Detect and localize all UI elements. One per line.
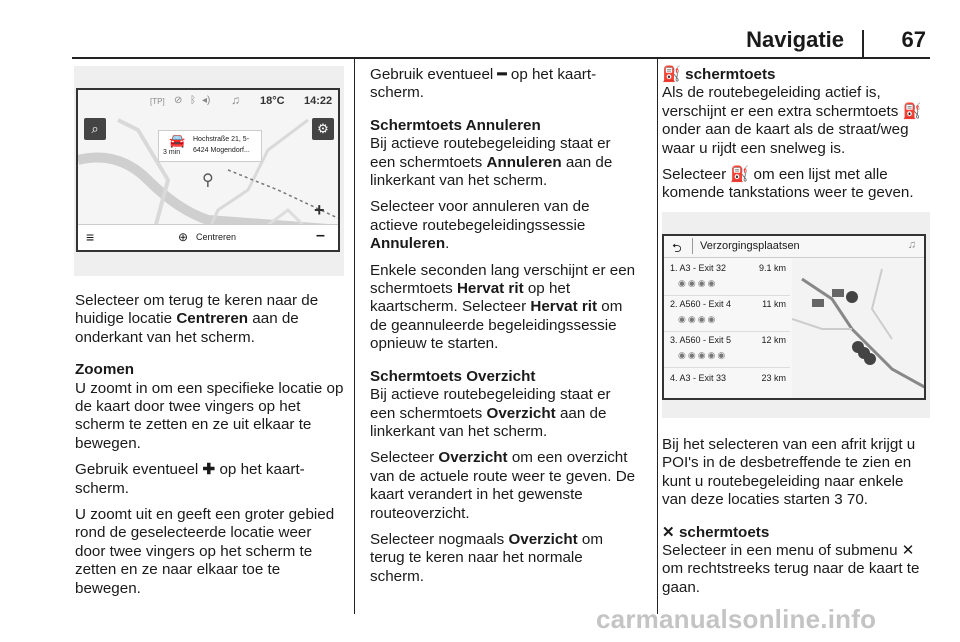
rest-areas-screen <box>662 234 926 400</box>
fuel-icon: ⛽ <box>902 102 922 120</box>
paragraph-overzicht-2: Selecteer Overzicht om een overzicht van de actuele route weer te geven. De kaart verandert in het gewenste routeoverzicht. <box>370 449 636 522</box>
list-header <box>664 236 924 258</box>
heading-overzicht: Schermtoets Overzicht <box>370 367 536 385</box>
paragraph-hervat-rit: Enkele seconden lang verschijnt er een schermtoets Hervat rit op het kaartscherm. Selecteer Hervat rit om de geannuleerde begeleidingssessie opnieuw te starten. <box>370 261 636 353</box>
back-icon[interactable]: ⮌ <box>672 241 682 255</box>
page-number: 67 <box>901 27 926 52</box>
poi-icons: ◉◉◉◉◉ <box>678 350 728 360</box>
section-title: Navigatie <box>746 27 844 52</box>
car-icon: 🚘 <box>169 133 186 148</box>
zoom-in-button[interactable]: + <box>314 200 325 220</box>
column-3 <box>662 66 930 211</box>
paragraph-annuleren-1: Bij actieve routebegeleiding staat er een schermtoets Annuleren aan de linkerkant van het scherm. <box>370 135 613 190</box>
paragraph-overzicht-1: Bij actieve routebegeleiding staat er een schermtoets Overzicht aan de linkerkant van het scherm. <box>370 386 611 440</box>
search-button[interactable] <box>84 118 106 140</box>
paragraph-exit-pois: Bij het selecteren van een afrit krijgt u POI's in de desbetreffende te zien en kunt u routebegeleiding naar enkele van deze locaties starten 3 70. <box>662 436 916 509</box>
search-icon: ⌕ <box>91 121 99 136</box>
heading-fuel-schermtoets: ⛽ schermtoets <box>662 66 776 83</box>
plus-icon: ✚ <box>202 461 216 479</box>
paragraph-zoom-out: U zoomt uit en geeft een groter gebied rond de geselecteerde locatie weer door twee vingers op het scherm te zetten en ze naar elkaar toe te bewegen. <box>75 506 335 597</box>
tp-indicator: [TP] <box>150 97 165 106</box>
rest-areas-map <box>792 259 926 400</box>
fuel-icon: ⛽ <box>662 66 681 83</box>
list-item[interactable]: 3. A560 - Exit 5 12 km ◉◉◉◉◉ <box>664 332 790 368</box>
heading-close-schermtoets: ✕ schermtoets <box>662 523 770 541</box>
paragraph-fuel-2: Selecteer ⛽ om een lijst met alle komende tankstations weer te geven. <box>662 166 914 202</box>
address-line-1: Hochstraße 21, 5- <box>193 136 250 143</box>
rest-area-list <box>664 260 790 392</box>
music-icon: ♫ <box>231 93 240 107</box>
paragraph-zoom-in-button: Gebruik eventueel ✚ op het kaart-scherm. <box>75 461 305 497</box>
zoom-out-button[interactable]: – <box>316 227 325 244</box>
paragraph-close: Selecteer in een menu of submenu ✕ om rechtstreeks terug naar de kaart te gaan. <box>662 542 920 596</box>
clock: 14:22 <box>304 95 333 107</box>
list-title: Verzorgingsplaatsen <box>700 240 800 252</box>
page-header <box>72 0 930 58</box>
page-ref-icon: 3 <box>834 491 843 509</box>
close-icon: ✕ <box>662 523 675 541</box>
header-divider <box>862 30 864 58</box>
watermark: carmanualsonline.info <box>596 604 877 634</box>
figure-rest-areas <box>662 212 930 418</box>
paragraph-zoom-out-button: Gebruik eventueel ━ op het kaart-scherm. <box>370 66 597 102</box>
header-separator <box>692 238 693 254</box>
map-screen <box>76 88 340 252</box>
list-item[interactable]: 4. A3 - Exit 33 23 km <box>670 373 786 383</box>
header-rule <box>72 57 930 59</box>
column-2 <box>370 66 638 594</box>
column-divider-1 <box>354 58 355 614</box>
poi-icons: ◉◉◉◉ <box>678 278 718 288</box>
signal-icon: ◂) <box>202 95 211 106</box>
map-bottom-bar <box>78 224 338 250</box>
list-item[interactable]: 1. A3 - Exit 32 9.1 km ◉◉◉◉ <box>664 260 790 296</box>
paragraph-centreren: Selecteer om terug te keren naar de huidige locatie Centreren aan de onderkant van het scherm. <box>75 292 319 346</box>
gear-icon: ⚙ <box>317 121 329 136</box>
column-divider-2 <box>657 58 658 614</box>
column-1 <box>75 292 345 606</box>
heading-annuleren: Schermtoets Annuleren <box>370 116 541 134</box>
menu-icon[interactable]: ≡ <box>86 229 95 245</box>
paragraph-annuleren-2: Selecteer voor annuleren van de actieve routebegeleidingssessie Annuleren. <box>370 198 590 253</box>
music-icon: ♫ <box>907 239 916 251</box>
destination-card[interactable] <box>158 130 262 162</box>
eta: 3 min <box>163 149 181 156</box>
minus-icon: ━ <box>497 66 507 83</box>
column-3-bottom <box>662 436 930 605</box>
crosshair-icon: ⊕ <box>178 230 189 244</box>
bluetooth-icon: ᛒ <box>190 95 196 106</box>
mute-icon: ⊘ <box>174 95 183 106</box>
paragraph-fuel-1: Als de routebegeleiding actief is, verschijnt er een extra schermtoets ⛽ onder aan de kaart als de straat/weg waar u rijdt een snelweg is. <box>662 84 922 157</box>
settings-button[interactable] <box>312 118 334 140</box>
close-icon: ✕ <box>901 542 915 560</box>
address-line-2: 6424 Mogendorf... <box>193 147 250 154</box>
figure-map-screen <box>74 66 344 276</box>
status-bar <box>78 90 338 114</box>
location-pin-icon: ⚲ <box>202 172 214 189</box>
heading-zoomen: Zoomen <box>75 361 135 379</box>
temperature: 18°C <box>260 95 285 107</box>
center-button[interactable]: Centreren <box>196 232 237 242</box>
fuel-icon: ⛽ <box>730 166 750 184</box>
poi-icons: ◉◉◉◉ <box>678 314 718 324</box>
paragraph-overzicht-3: Selecteer nogmaals Overzicht om terug te keren naar het normale scherm. <box>370 530 603 585</box>
paragraph-zoom-in: U zoomt in om een specifieke locatie op de kaart door twee vingers op het scherm te zetten en ze uit elkaar te bewegen. <box>75 379 344 452</box>
list-item[interactable]: 2. A560 - Exit 4 11 km ◉◉◉◉ <box>664 296 790 332</box>
